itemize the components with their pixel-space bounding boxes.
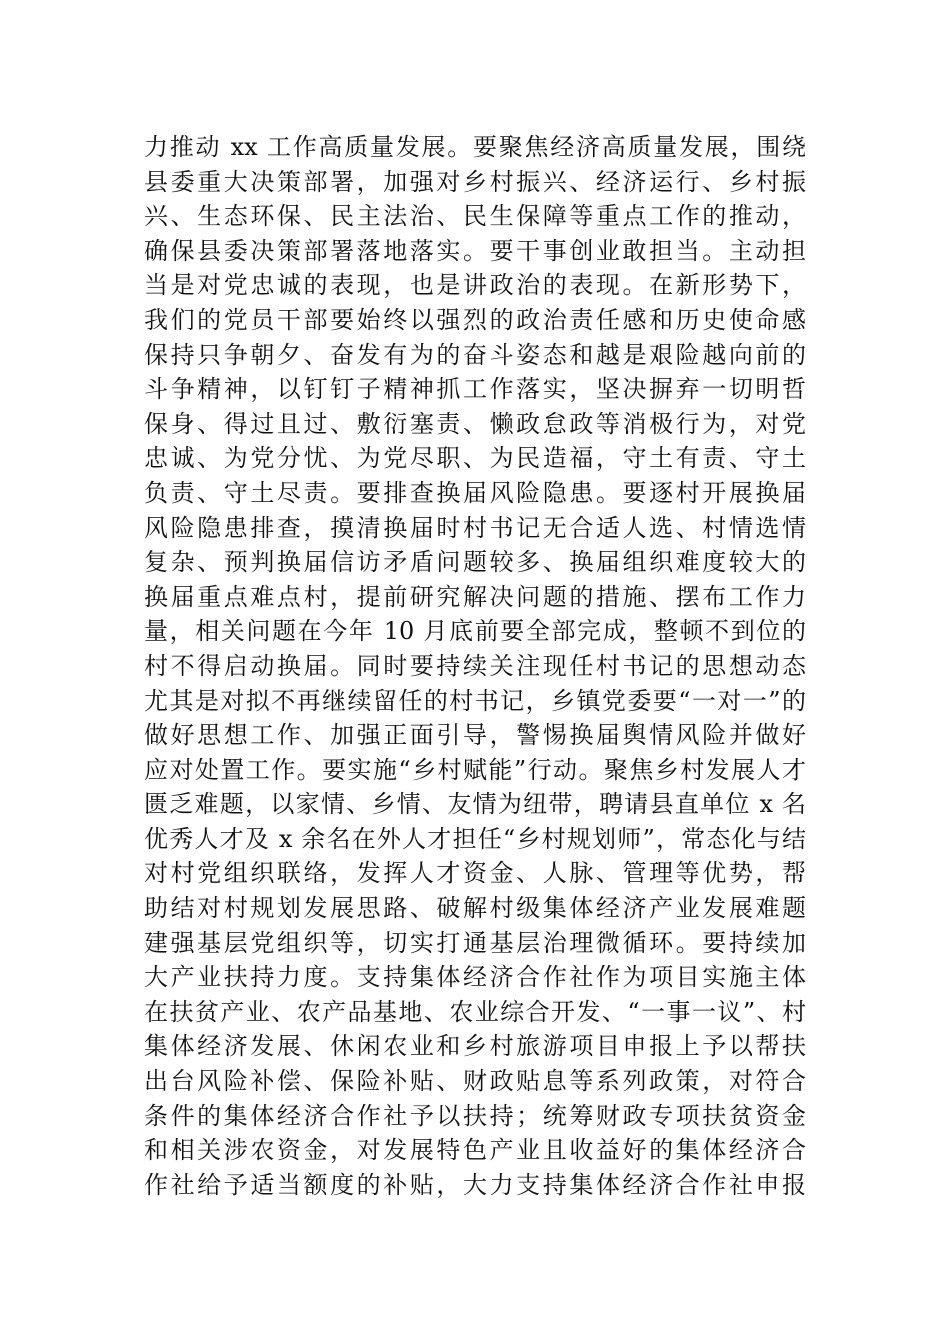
text-line: 当是对党忠诚的表现，也是讲政治的表现。在新形势下，: [144, 271, 806, 300]
text-line: 集体经济发展、休闲农业和乡村旅游项目申报上予以帮扶: [144, 1032, 806, 1061]
text-line: 保持只争朝夕、奋发有为的奋斗姿态和越是艰险越向前的: [144, 340, 806, 369]
text-line: 我们的党员干部要始终以强烈的政治责任感和历史使命感: [144, 305, 806, 334]
text-line: 保身、得过且过、敷衍塞责、懒政怠政等消极行为，对党: [144, 409, 806, 438]
text-line: 作社给予适当额度的补贴，大力支持集体经济合作社申报: [144, 1170, 806, 1199]
text-line: 匮乏难题，以家情、乡情、友情为纽带，聘请县直单位 x 名: [144, 790, 806, 819]
text-line: 忠诚、为党分忧、为党尽职、为民造福，守土有责、守土: [144, 444, 806, 473]
text-line: 村不得启动换届。同时要持续关注现任村书记的思想动态: [144, 651, 806, 680]
text-line: 条件的集体经济合作社予以扶持；统筹财政专项扶贫资金: [144, 1101, 806, 1130]
text-line: 量，相关问题在今年 10 月底前要全部完成，整顿不到位的: [144, 617, 806, 646]
text-line: 和相关涉农资金，对发展特色产业且收益好的集体经济合: [144, 1136, 806, 1165]
text-line: 县委重大决策部署，加强对乡村振兴、经济运行、乡村振: [144, 167, 806, 196]
text-line: 确保县委决策部署落地落实。要干事创业敢担当。主动担: [144, 236, 806, 265]
text-line: 应对处置工作。要实施“乡村赋能”行动。聚焦乡村发展人才: [144, 755, 806, 784]
text-line: 优秀人才及 x 余名在外人才担任“乡村规划师”，常态化与结: [144, 824, 806, 853]
text-line: 斗争精神，以钉钉子精神抓工作落实，坚决摒弃一切明哲: [144, 375, 806, 404]
text-line: 对村党组织联络，发挥人才资金、人脉、管理等优势，帮: [144, 859, 806, 888]
text-line: 风险隐患排查，摸清换届时村书记无合适人选、村情选情: [144, 513, 806, 542]
text-line: 复杂、预判换届信访矛盾问题较多、换届组织难度较大的: [144, 548, 806, 577]
text-line: 出台风险补偿、保险补贴、财政贴息等系列政策，对符合: [144, 1067, 806, 1096]
text-line: 在扶贫产业、农产品基地、农业综合开发、“一事一议”、村: [144, 997, 806, 1026]
text-line: 建强基层党组织等，切实打通基层治理微循环。要持续加: [144, 928, 806, 957]
text-line: 换届重点难点村，提前研究解决问题的措施、摆布工作力: [144, 582, 806, 611]
text-line: 负责、守土尽责。要排查换届风险隐患。要逐村开展换届: [144, 478, 806, 507]
text-line: 尤其是对拟不再继续留任的村书记，乡镇党委要“一对一”的: [144, 686, 806, 715]
text-line: 力推动 xx 工作高质量发展。要聚焦经济高质量发展，围绕: [144, 133, 806, 161]
text-line: 做好思想工作、加强正面引导，警惕换届舆情风险并做好: [144, 721, 806, 750]
text-line: 助结对村规划发展思路、破解村级集体经济产业发展难题: [144, 894, 806, 923]
text-line: 大产业扶持力度。支持集体经济合作社作为项目实施主体: [144, 963, 806, 992]
body-text: [144, 130, 814, 1202]
text-line: 兴、生态环保、民主法治、民生保障等重点工作的推动，: [144, 202, 806, 231]
